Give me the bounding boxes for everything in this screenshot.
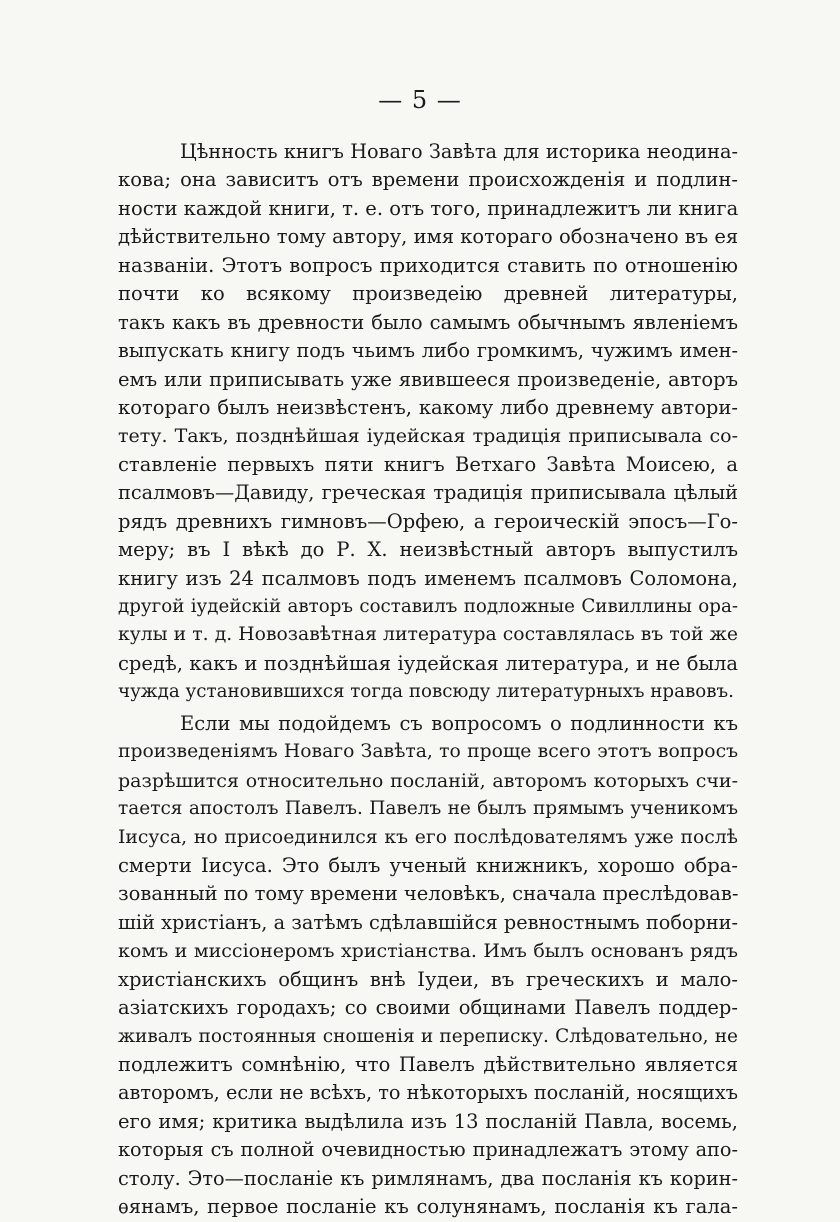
text-line: азіатскихъ городахъ; со своими общинами Павелъ поддер- bbox=[118, 996, 738, 1020]
text-line: авторомъ, если не всѣхъ, то нѣкоторыхъ посланій, носящихъ bbox=[118, 1081, 738, 1105]
text-line: ѳянамъ, первое посланіе къ солунянамъ, посланія къ гала- bbox=[118, 1195, 738, 1219]
text-line: выпускать книгу подъ чьимъ либо громкимъ, чужимъ имен- bbox=[118, 339, 738, 363]
text-line: комъ и миссіонеромъ христіанства. Имъ былъ основанъ рядъ bbox=[118, 940, 738, 963]
text-line: ставленіе первыхъ пяти книгъ Ветхаго Завѣта Моисею, а bbox=[118, 452, 738, 476]
text-line: чужда установившихся тогда повсюду литературныхъ нравовъ. bbox=[118, 681, 734, 703]
text-line: смерти Іисуса. Это былъ ученый книжникъ, хорошо обра- bbox=[118, 853, 738, 877]
text-line: емъ или приписывать уже явившееся произведеніе, авторъ bbox=[118, 367, 738, 391]
text-line: живалъ постоянныя сношенія и переписку. Слѣдовательно, не bbox=[118, 1025, 738, 1047]
text-line: названіи. Этотъ вопросъ приходится ставить по отношенію bbox=[118, 253, 738, 277]
text-line: которыя съ полной очевидностью принадлежатъ этому апо- bbox=[118, 1138, 738, 1162]
page-number: — 5 — bbox=[378, 86, 462, 114]
text-line: Если мы подойдемъ съ вопросомъ о подлинности къ bbox=[180, 711, 738, 735]
text-line: тается апостолъ Павелъ. Павелъ не былъ прямымъ ученикомъ bbox=[118, 798, 738, 820]
text-line: меру; въ I вѣкѣ до Р. Х. неизвѣстный авторъ выпустилъ bbox=[118, 538, 738, 562]
text-line: шій христіанъ, а затѣмъ сдѣлавшійся ревностнымъ поборни- bbox=[118, 910, 738, 934]
text-line: тету. Такъ, позднѣйшая іудейская традиція приписывала со- bbox=[118, 425, 738, 448]
text-line: Іисуса, но присоединился къ его послѣдователямъ уже послѣ bbox=[118, 826, 738, 848]
text-line: другой іудейскій авторъ составилъ подложные Сивиллины ора- bbox=[118, 596, 738, 617]
text-line: произведеніямъ Новаго Завѣта, то проще всего этотъ вопросъ bbox=[118, 741, 738, 763]
text-line: дѣйствительно тому автору, имя котораго обозначено въ ея bbox=[118, 225, 738, 249]
body-text bbox=[118, 138, 738, 1222]
text-line: подлежитъ сомнѣнію, что Павелъ дѣйствительно является bbox=[118, 1053, 738, 1076]
text-line: почти ко всякому произведеію древней литературы, bbox=[118, 282, 738, 306]
text-line: ности каждой книги, т. е. отъ того, принадлежитъ ли книга bbox=[118, 196, 738, 220]
text-line: столу. Это—посланіе къ римлянамъ, два посланія къ корин- bbox=[118, 1166, 738, 1190]
text-line: рядъ древнихъ гимновъ—Орфею, а героическій эпосъ—Го- bbox=[118, 509, 738, 533]
text-line: Цѣнность книгъ Новаго Завѣта для историка неодина- bbox=[180, 140, 738, 163]
text-line: его имя; критика выдѣлила изъ 13 посланій Павла, восемь, bbox=[118, 1109, 738, 1133]
text-line: котораго былъ неизвѣстенъ, какому либо древнему автори- bbox=[118, 395, 738, 419]
text-line: кова; она зависитъ отъ времени происхожденія и подлин- bbox=[118, 168, 738, 192]
paragraph-2 bbox=[118, 710, 738, 1222]
text-line: такъ какъ въ древности было самымъ обычнымъ явленіемъ bbox=[118, 310, 738, 334]
text-line: кулы и т. д. Новозавѣтная литература составлялась въ той же bbox=[118, 624, 738, 646]
paragraph-1 bbox=[118, 138, 738, 707]
text-line: зованный по тому времени человѣкъ, сначала преслѣдовав- bbox=[118, 882, 738, 906]
text-line: псалмовъ—Давиду, греческая традиція приписывала цѣлый bbox=[118, 481, 738, 505]
text-line: книгу изъ 24 псалмовъ подъ именемъ псалмовъ Соломона, bbox=[118, 566, 738, 590]
text-line: разрѣшится относительно посланій, авторомъ которыхъ счи- bbox=[118, 769, 738, 792]
text-line: средѣ, какъ и позднѣйшая іудейская литература, и не была bbox=[118, 651, 738, 675]
text-line: христіанскихъ общинъ внѣ Іудеи, въ греческихъ и мало- bbox=[118, 967, 738, 991]
